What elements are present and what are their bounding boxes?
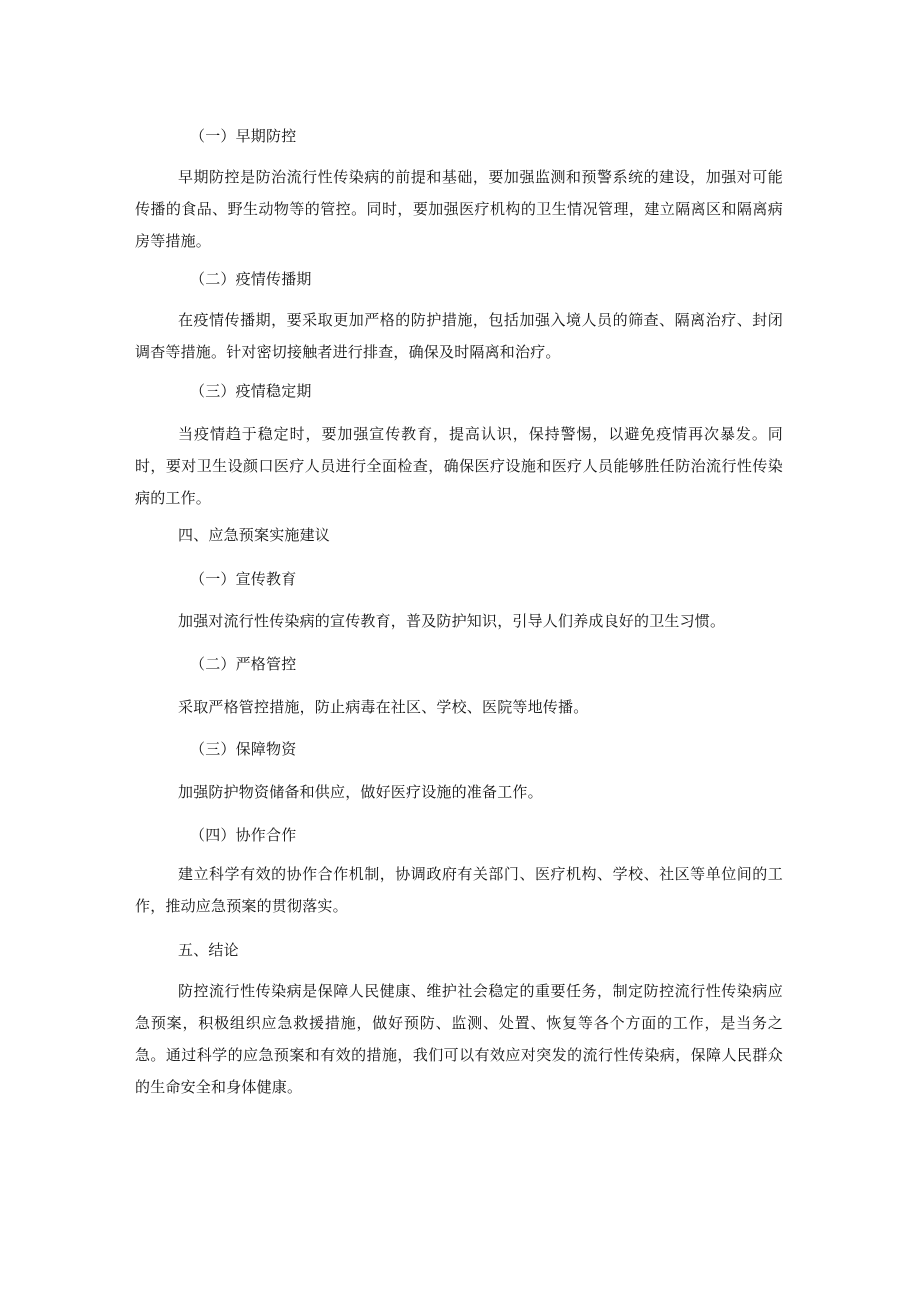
subheading-publicity-education: （一）宣传教育 <box>190 570 297 588</box>
subheading-strict-control: （二）严格管控 <box>190 655 297 673</box>
paragraph-strict-control: 采取严格管控措施，防止病毒在社区、学校、医院等地传播。 <box>178 698 589 716</box>
heading-conclusion: 五、结论 <box>178 941 239 959</box>
paragraph-stable-period: 当疫情趋于稳定时，要加强宣传教育，提高认识，保持警惕，以避免疫情再次暴发。同时，要对卫生设颜口医疗人员进行全面检查，确保医疗设施和医疗人员能够胜任防治流行性传染病的工作。 <box>135 425 783 507</box>
paragraph-publicity-education: 加强对流行性传染病的宣传教育，普及防护知识，引导人们养成良好的卫生习惯。 <box>178 612 726 630</box>
paragraph-supplies: 加强防护物资储备和供应，做好医疗设施的准备工作。 <box>178 783 543 801</box>
paragraph-early-prevention: 早期防控是防治流行性传染病的前提和基础，要加强监测和预警系统的建设，加强对可能传播的食品、野生动物等的管控。同时，要加强医疗机构的卫生情况管理，建立隔离区和隔离病房等措施。 <box>135 168 783 250</box>
paragraph-spread-period: 在疫情传播期，要采取更加严格的防护措施，包括加强入境人员的筛查、隔离治疗、封闭调杳等措施。针对密切接触者进行排查，确保及时隔离和治疗。 <box>135 311 783 361</box>
subheading-early-prevention: （一）早期防控 <box>190 127 297 145</box>
heading-emergency-plan-suggestions: 四、应急预案实施建议 <box>178 526 331 544</box>
subheading-cooperation: （四）协作合作 <box>190 826 297 844</box>
subheading-spread-period: （二）疫情传播期 <box>190 270 312 288</box>
subheading-supplies: （三）保障物资 <box>190 740 297 758</box>
paragraph-conclusion: 防控流行性传染病是保障人民健康、维护社会稳定的重要任务，制定防控流行性传染病应急预案，积极组织应急救援措施，做好预防、监测、处置、恢复等各个方面的工作，是当务之急。通过科学的应急预案和有效的措施，我们可以有效应对突发的流行性传染病，保障人民群众的生命安全和身体健康。 <box>135 982 783 1096</box>
paragraph-cooperation: 建立科学有效的协作合作机制，协调政府有关部门、医疗机构、学校、社区等单位间的工作，推动应急预案的贯彻落实。 <box>135 865 783 915</box>
subheading-stable-period: （三）疫情稳定期 <box>190 382 312 400</box>
